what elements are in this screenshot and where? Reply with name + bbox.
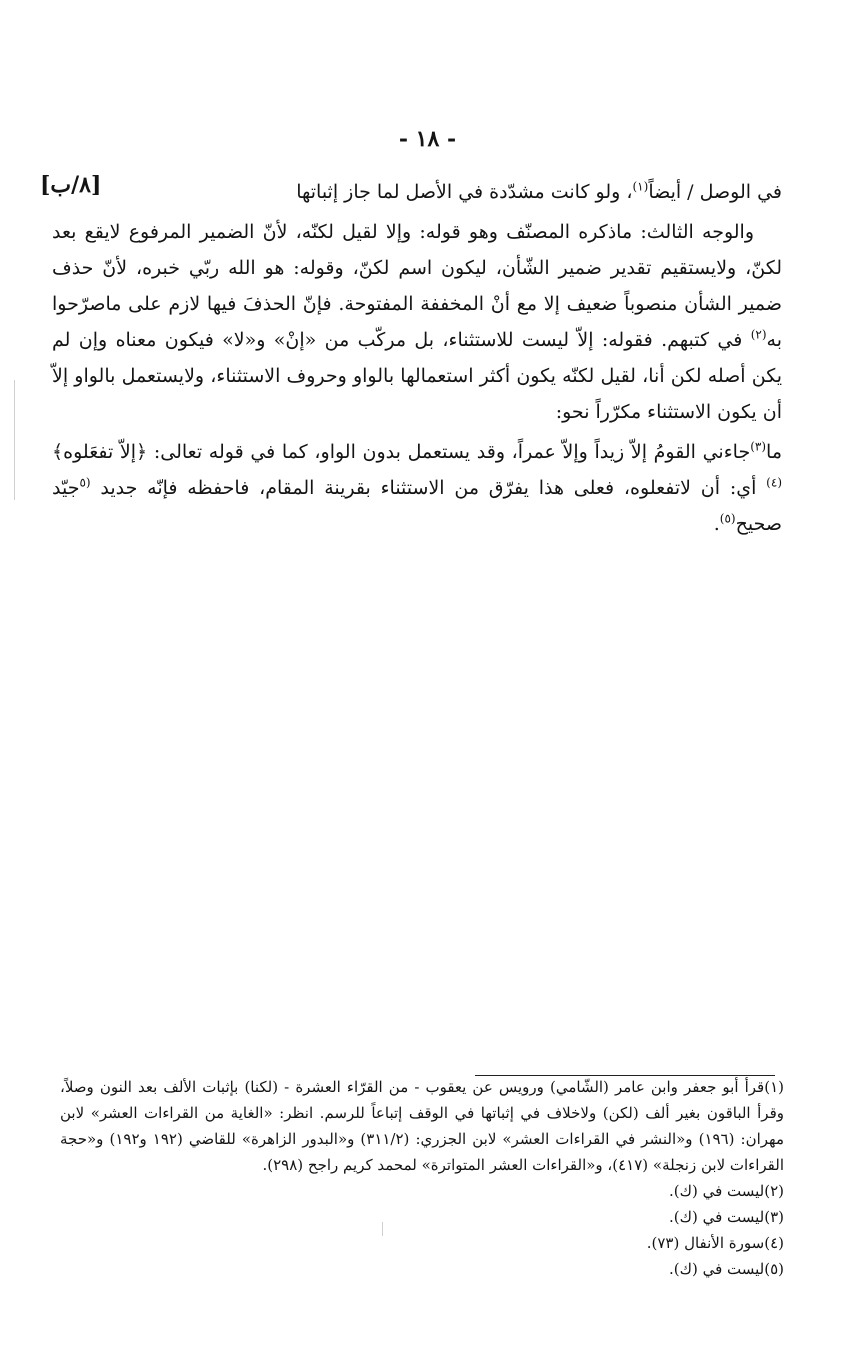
footnotes xyxy=(60,1074,784,1282)
footnote-ref-2[interactable]: (٢) xyxy=(750,327,767,342)
text-run: والوجه الثالث: ماذكره المصنّف وهو قوله: وإلا لقيل لكنّه، لأنّ الضمير المرفوع لايقع بعد لكنّ، ولايستقيم تقدير ضمير الشّأن، ليكون اسم لكنّ، وقوله: هو الله ربّي خبره، لأنّ حذف ضمير الشأن منصوباً ضعيف إلا مع أنْ المخففة المفتوحة. فإنّ الحذفَ فيها لازم على ماصرّحوا به xyxy=(52,221,782,351)
page-number: - ١٨ - xyxy=(398,126,457,152)
paragraph-1 xyxy=(52,174,782,210)
footnote-ref-5-open[interactable]: (٥ xyxy=(79,475,91,490)
footnote-3: (٣)ليست في (ك). xyxy=(668,1208,784,1226)
paragraph-2 xyxy=(52,214,782,430)
footnote-4: (٤)سورة الأنفال (٧٣). xyxy=(646,1234,784,1252)
scan-mark xyxy=(14,380,15,500)
text-run: جاءني القومُ إلاّ زيداً وإلاّ عمراً، وقد يستعمل بدون الواو، كما في قوله تعالى: ﴿إلاّ تفعَلوه﴾ xyxy=(52,441,751,463)
text-run: ما xyxy=(766,441,782,463)
text-run: في كتبهم. فقوله: إلاّ ليست للاستثناء، بل مركّب من «إنْ» و«لا» فيكون معناه وإن لم يكن أصله لكن أنا، لقيل لكنّه يكون أكثر استعمالها بالواو وحروف الاستثناء، ولايستعمل بالواو إلاّ أن يكون الاستثناء مكرّراً نحو: xyxy=(52,329,782,423)
folio-marker: [٨/ب] xyxy=(40,172,102,198)
footnote-2: (٢)ليست في (ك). xyxy=(668,1182,784,1200)
paragraph-3 xyxy=(52,434,782,542)
footnote-ref-3[interactable]: (٣) xyxy=(750,439,767,454)
text-run: ، ولو كانت مشدّدة في الأصل لما جاز إثباتها xyxy=(296,181,633,203)
footnote-ref-1[interactable]: (١) xyxy=(632,179,649,194)
text-run: في الوصل / أيضاً xyxy=(648,181,782,203)
text-run: جيّد صحيح xyxy=(52,477,782,535)
main-text xyxy=(52,174,782,542)
footnote-5: (٥)ليست في (ك). xyxy=(668,1260,784,1278)
footnote-ref-4[interactable]: (٤) xyxy=(766,475,782,490)
footnote-1: (١)قرأ أبو جعفر وابن عامر (الشّامي) ورويس عن يعقوب - من القرّاء العشرة - (لكنا) بإثبات الألف بعد النون وصلاً، وقرأ الباقون بغير ألف (لكن) ولاخلاف في إثباتها في الوقف إتباعاً للرسم. انظر: «الغاية من القراءات العشر» لابن مهران: (١٩٦) و«النشر في القراءات العشر» لابن الجزري: (٣١١/٢) و«البدور الزاهرة» للقاضي (١٩٢ و١٩٢) و«حجة القراءات لابن زنجلة» (٤١٧)، و«القراءات العشر المتواترة» لمحمد كريم راجح (٢٩٨). xyxy=(60,1078,784,1174)
text-run: . xyxy=(713,513,720,535)
text-run: أي: أن لاتفعلوه، فعلى هذا يفرّق من الاستثناء بقرينة المقام، فاحفظه فإنّه جديد xyxy=(100,477,767,499)
footnote-ref-5[interactable]: (٥) xyxy=(719,511,736,526)
